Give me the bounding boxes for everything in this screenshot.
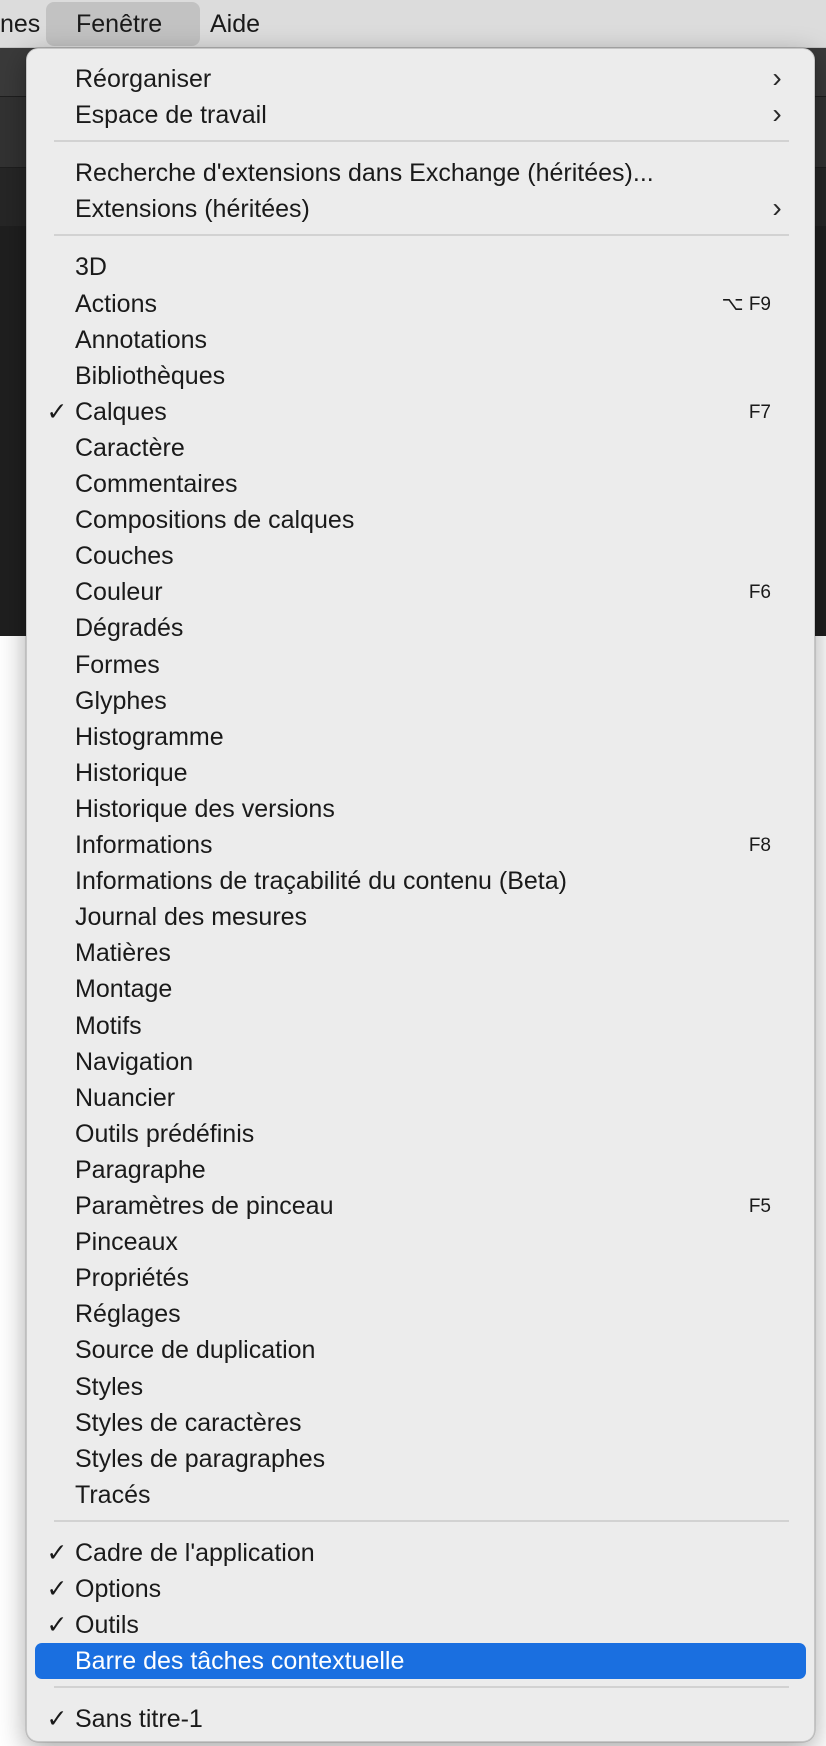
menu-item-historique-des-versions[interactable] — [35, 791, 806, 827]
menu-item-label: Motifs — [75, 1011, 142, 1040]
menu-item-label: Styles — [75, 1372, 144, 1401]
menubar-item-previous[interactable]: nes — [0, 10, 41, 38]
menu-separator — [54, 140, 789, 142]
menu-item-styles[interactable] — [35, 1369, 806, 1405]
menu-item-label: Propriétés — [75, 1264, 189, 1293]
menu-item-extensions-heritees[interactable] — [35, 191, 806, 227]
menu-item-label: Styles de caractères — [75, 1408, 302, 1437]
menu-item-cadre-de-l-application[interactable] — [35, 1535, 806, 1571]
menu-item-pinceaux[interactable] — [35, 1224, 806, 1260]
menu-item-options[interactable] — [35, 1571, 806, 1607]
menu-item-label: Sans titre-1 — [75, 1705, 203, 1734]
menu-item-label: Options — [75, 1575, 162, 1603]
keyboard-shortcut: F5 — [748, 1196, 771, 1217]
menu-item-label: Historique des versions — [75, 794, 335, 823]
menu-item-label: Informations de traçabilité du contenu (Beta) — [75, 867, 567, 896]
menu-item-compositions-de-calques[interactable] — [35, 502, 806, 538]
checkmark-icon: ✓ — [46, 1575, 68, 1603]
menu-item-label: Calques — [75, 397, 167, 426]
checkmark-icon: ✓ — [46, 1705, 68, 1734]
menu-item-label: Matières — [75, 939, 171, 968]
menu-item-label: Couleur — [75, 578, 163, 607]
menu-item-outils[interactable] — [35, 1607, 806, 1643]
menu-item-caractere[interactable] — [35, 430, 806, 466]
menu-separator — [54, 234, 789, 236]
menu-item-label: Journal des mesures — [75, 903, 308, 932]
menu-item-outils-predefinis[interactable] — [35, 1116, 806, 1152]
menu-item-label: Extensions (héritées) — [75, 195, 310, 224]
menu-item-label: Caractère — [75, 433, 185, 462]
menu-item-label: Paramètres de pinceau — [75, 1192, 334, 1220]
menubar-item-fenetre[interactable]: Fenêtre — [46, 2, 200, 46]
menu-item-label: Styles de paragraphes — [75, 1444, 326, 1473]
menu-item-label: Couches — [75, 542, 174, 571]
menu-item-label: Montage — [75, 975, 173, 1004]
fenetre-dropdown-menu — [26, 48, 815, 1742]
chevron-right-icon: › — [772, 98, 782, 130]
menu-item-histogramme[interactable] — [35, 719, 806, 755]
menu-item-label: Tracés — [75, 1480, 151, 1509]
menu-item-actions[interactable] — [35, 286, 806, 322]
checkmark-icon: ✓ — [46, 397, 68, 426]
menu-item-barre-des-taches-contextuelle[interactable] — [35, 1643, 806, 1679]
menu-item-label: Source de duplication — [75, 1336, 316, 1365]
chevron-right-icon: › — [772, 192, 782, 224]
menu-bar — [0, 0, 826, 48]
menu-item-label: Outils prédéfinis — [75, 1119, 255, 1148]
menu-item-navigation[interactable] — [35, 1044, 806, 1080]
keyboard-shortcut: F8 — [748, 835, 771, 856]
menu-item-recherche-d-extensions-dans-exchange-heritees[interactable] — [35, 155, 806, 191]
menu-item-glyphes[interactable] — [35, 683, 806, 719]
menu-item-styles-de-paragraphes[interactable] — [35, 1441, 806, 1477]
menu-item-parametres-de-pinceau[interactable] — [35, 1188, 806, 1224]
checkmark-icon: ✓ — [46, 1611, 68, 1640]
menu-item-label: Bibliothèques — [75, 361, 226, 390]
chevron-right-icon: › — [772, 62, 782, 93]
menu-item-label: Réglages — [75, 1300, 181, 1329]
menubar-item-aide[interactable]: Aide — [210, 10, 261, 38]
menu-item-label: Barre des tâches contextuelle — [75, 1647, 405, 1676]
menu-item-reorganiser[interactable] — [35, 61, 806, 97]
menu-item-informations-de-tracabilite-du-contenu-beta[interactable] — [35, 863, 806, 899]
menu-item-nuancier[interactable] — [35, 1080, 806, 1116]
menu-item-traces[interactable] — [35, 1477, 806, 1513]
menu-item-label: Actions — [75, 289, 157, 318]
menu-item-label: 3D — [75, 253, 107, 282]
keyboard-shortcut: F6 — [748, 582, 771, 604]
menu-item-label: Informations — [75, 831, 213, 859]
menu-item-annotations[interactable] — [35, 322, 806, 358]
menu-item-label: Espace de travail — [75, 101, 267, 130]
menu-item-label: Navigation — [75, 1047, 194, 1076]
menu-item-bibliotheques[interactable] — [35, 358, 806, 394]
menu-item-commentaires[interactable] — [35, 466, 806, 502]
menu-item-label: Outils — [75, 1611, 139, 1640]
menu-item-reglages[interactable] — [35, 1296, 806, 1332]
menu-item-label: Commentaires — [75, 470, 238, 498]
menu-item-label: Réorganiser — [75, 65, 212, 93]
menu-item-montage[interactable] — [35, 971, 806, 1007]
menu-item-label: Annotations — [75, 325, 208, 354]
menu-item-label: Historique — [75, 758, 188, 787]
menu-item-label: Pinceaux — [75, 1228, 178, 1257]
menu-item-calques[interactable] — [35, 394, 806, 430]
menu-item-motifs[interactable] — [35, 1008, 806, 1044]
menu-separator — [54, 1686, 789, 1688]
menu-item-label: Recherche d'extensions dans Exchange (héritées)... — [75, 159, 654, 188]
menu-item-matieres[interactable] — [35, 935, 806, 971]
menu-item-label: Cadre de l'application — [75, 1538, 315, 1567]
menu-item-label: Histogramme — [75, 722, 224, 751]
menu-item-proprietes[interactable] — [35, 1260, 806, 1296]
menu-item-degrades[interactable] — [35, 610, 806, 646]
menu-item-label: Paragraphe — [75, 1155, 206, 1184]
menu-item-3d[interactable] — [35, 249, 806, 285]
menu-item-source-de-duplication[interactable] — [35, 1332, 806, 1368]
menu-item-label: Glyphes — [75, 686, 167, 715]
menu-item-paragraphe[interactable] — [35, 1152, 806, 1188]
menu-item-journal-des-mesures[interactable] — [35, 899, 806, 935]
menu-item-sans-titre-1[interactable] — [35, 1701, 806, 1737]
menu-item-informations[interactable] — [35, 827, 806, 863]
menu-item-styles-de-caracteres[interactable] — [35, 1405, 806, 1441]
keyboard-shortcut: ⌥ F9 — [721, 293, 771, 315]
menu-item-label: Compositions de calques — [75, 506, 355, 535]
menu-item-historique[interactable] — [35, 755, 806, 791]
checkmark-icon: ✓ — [46, 1538, 68, 1567]
menu-item-couleur[interactable] — [35, 574, 806, 610]
menu-item-espace-de-travail[interactable] — [35, 97, 806, 133]
keyboard-shortcut: F7 — [748, 401, 771, 423]
menu-item-label: Dégradés — [75, 614, 184, 643]
menu-item-label: Formes — [75, 650, 160, 679]
menu-separator — [54, 1520, 789, 1522]
menu-item-couches[interactable] — [35, 538, 806, 574]
menu-item-label: Nuancier — [75, 1083, 176, 1112]
menu-item-formes[interactable] — [35, 647, 806, 683]
